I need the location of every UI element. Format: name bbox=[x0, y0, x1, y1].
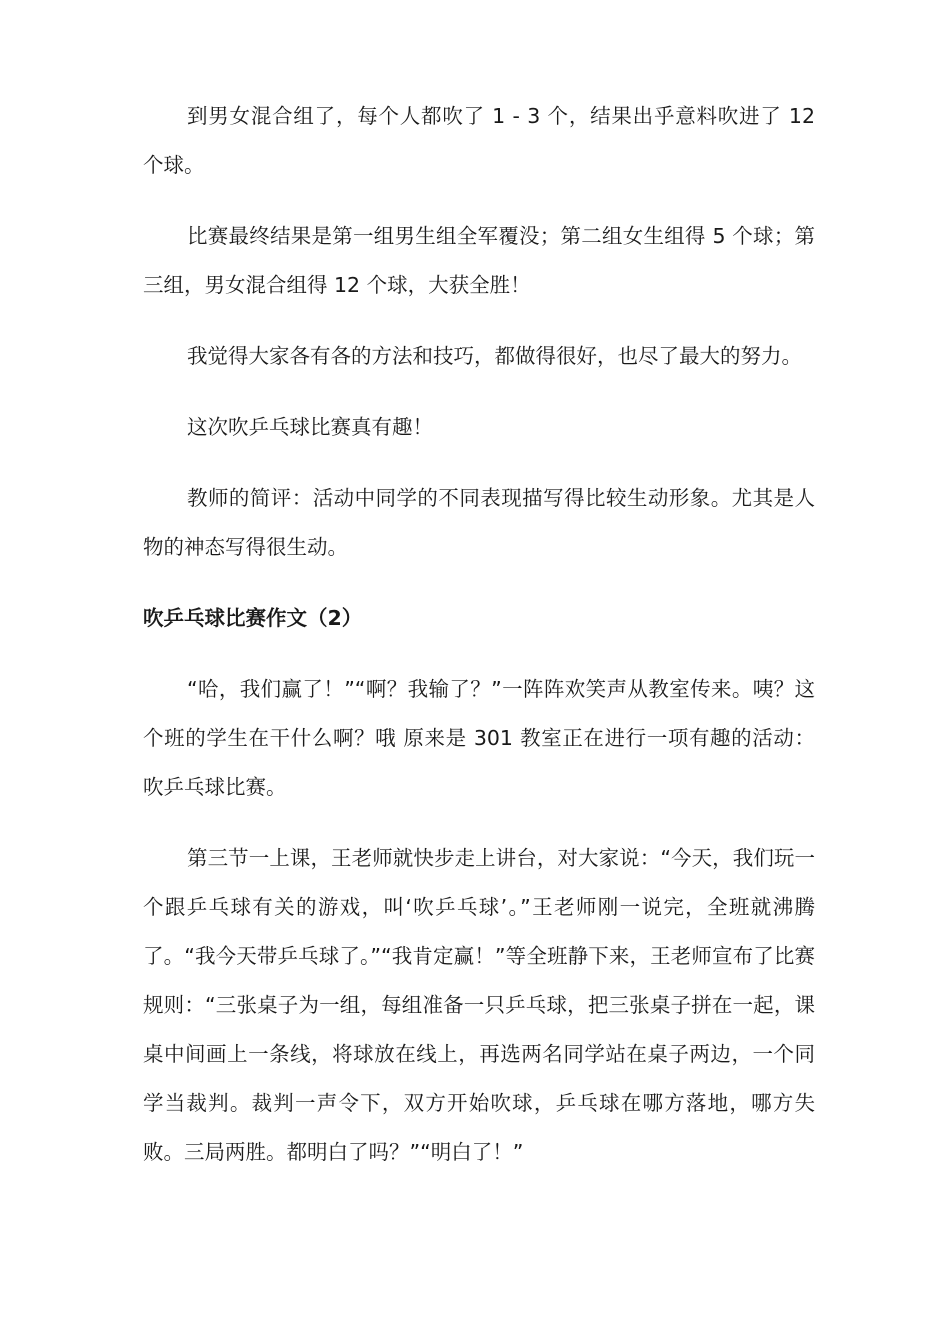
document-page bbox=[143, 92, 815, 1199]
paragraph-final-result: 比赛最终结果是第一组男生组全军覆没；第二组女生组得 5 个球；第三组，男女混合组得 12 个球，大获全胜！ bbox=[143, 224, 815, 297]
paragraph-rules: 第三节一上课，王老师就快步走上讲台，对大家说：“今天，我们玩一个跟乒乓球有关的游戏，叫‘吹乒乓球’。”王老师刚一说完，全班就沸腾了。“我今天带乒乓球了。”“我肯定赢！”等全班静下来，王老师宣布了比赛规则：“三张桌子为一组，每组准备一只乒乓球，把三张桌子拼在一起，课桌中间画上一条线，将球放在线上，再选两名同学站在桌子两边，一个同学当裁判。裁判一声令下，双方开始吹球，乒乓球在哪方落地，哪方失败。三局两胜。都明白了吗？”“明白了！” bbox=[143, 846, 815, 1164]
paragraph-reflection: 我觉得大家各有各的方法和技巧，都做得很好，也尽了最大的努力。 bbox=[187, 344, 802, 368]
paragraph-mixed-group: 到男女混合组了，每个人都吹了 1 - 3 个，结果出乎意料吹进了 12 个球。 bbox=[143, 104, 815, 177]
paragraph-fun: 这次吹乒乓球比赛真有趣！ bbox=[187, 415, 433, 439]
paragraph-intro: “哈，我们赢了！”“啊？我输了？”一阵阵欢笑声从教室传来。咦？这个班的学生在干什么啊？哦 原来是 301 教室正在进行一项有趣的活动：吹乒乓球比赛。 bbox=[143, 677, 815, 799]
paragraph-teacher-comment: 教师的简评：活动中同学的不同表现描写得比较生动形象。尤其是人物的神态写得很生动。 bbox=[143, 486, 815, 559]
section-heading: 吹乒乓球比赛作文（2） bbox=[143, 606, 363, 630]
